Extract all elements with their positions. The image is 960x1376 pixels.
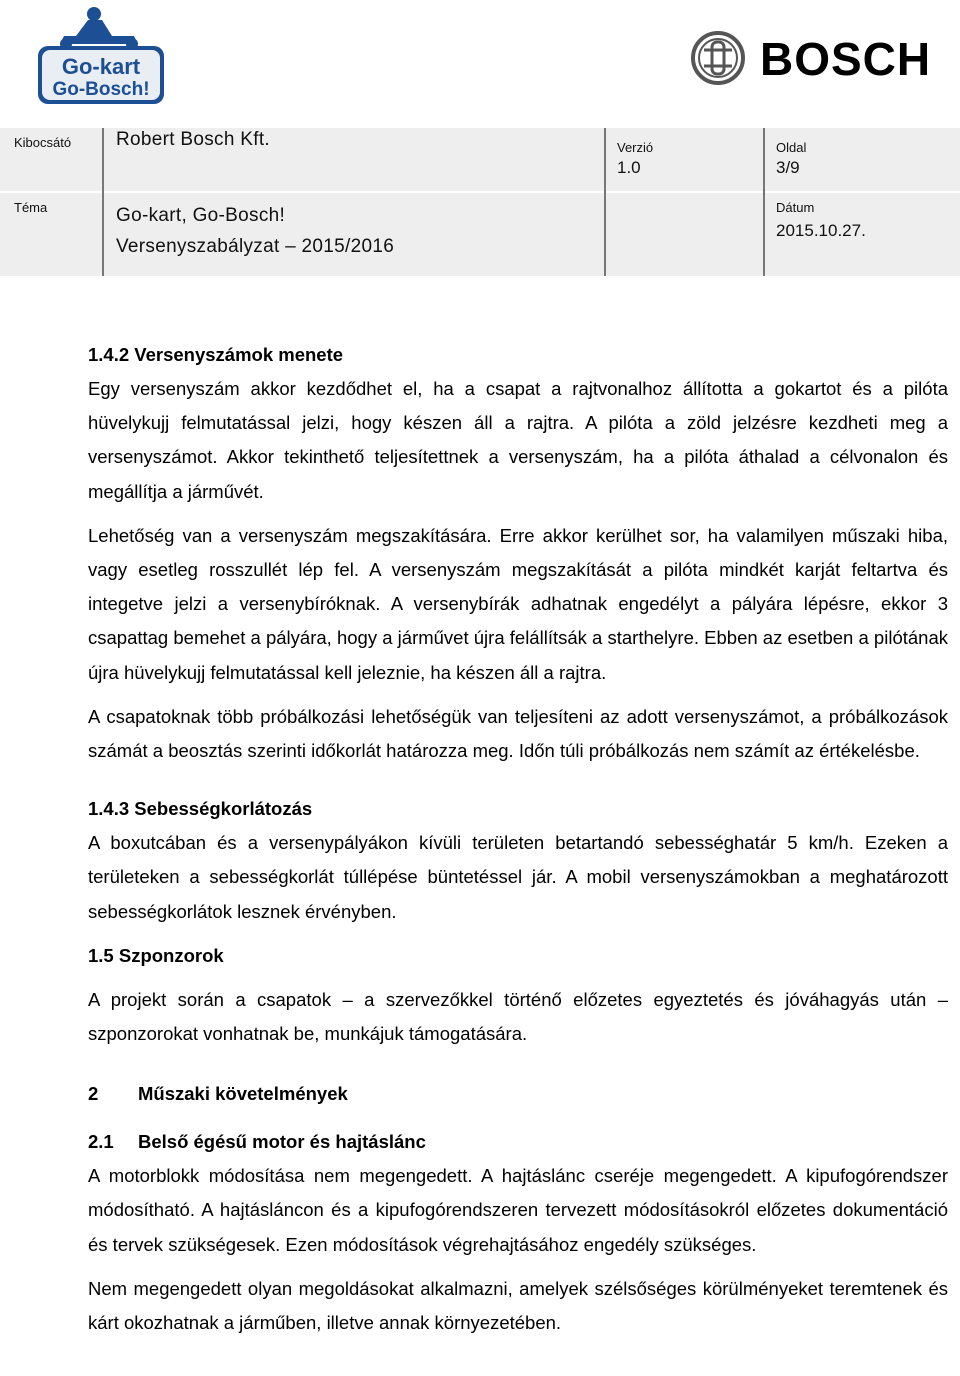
header-col-separator [604,128,606,276]
paragraph: Lehetőség van a versenyszám megszakítására. Erre akkor kerülhet sor, ha valamilyen műszaki hiba, vagy esetleg rosszullét lép fel. A versenyszám megszakítását a pilóta mindkét karját feltartva és integetve jelzi a versenybíróknak. A versenybírák adhatnak engedélyt a pályára lépésre, ekkor 3 csapattag bemehet a pályára, hogy a járművet újra felállítsák a starthelyre. Ebben az esetben a pilótának újra hüvelykujj felmutatással kell jeleznie, ha készen áll a rajtra. [88,524,948,683]
bosch-wordmark: BOSCH [760,33,932,85]
header-col-separator [102,128,104,276]
datum-value: 2015.10.27. [776,221,866,240]
oldal-value: 3/9 [776,158,800,177]
kart-driver-icon [60,7,138,50]
paragraph: A motorblokk módosítása nem megengedett. A hajtáslánc cseréje megengedett. A kipufogórendszer módosítható. A hajtásláncon és a kipufogórendszeren tervezett módosításokról előzetes dokumentáció és tervek szükségesek. Ezen módosítások végrehajtásához engedély szükséges. [88,1165,948,1255]
section-title: Belső égésű motor és hajtáslánc [138,1131,426,1153]
section-number: 2 [88,1083,99,1105]
gokart-logo-line1: Go-kart [61,54,141,79]
verzio-label: Verzió [617,140,654,155]
verzio-value: 1.0 [617,158,641,177]
gokart-logo [36,6,166,106]
section-title: Műszaki követelmények [138,1083,348,1105]
oldal-label: Oldal [776,140,807,155]
tema-label: Téma [14,200,48,215]
paragraph: Egy versenyszám akkor kezdődhet el, ha a csapat a rajtvonalhoz állította a gokartot és a pilóta hüvelykujj felmutatással jelzi, hogy készen áll a rajtra. A pilóta a zöld jelzésre kezdheti meg a versenyszámot. Akkor tekinthető teljesítettnek a versenyszám, ha a pilóta áthalad a célvonalon és megállítja a járművét. [88,378,948,502]
paragraph: A csapatoknak több próbálkozási lehetőségük van teljesíteni az adott versenyszámot, a próbálkozások számát a beosztás szerinti időkorlát határozza meg. Időn túli próbálkozás nem számít az értékelésbe. [88,705,948,762]
datum-label: Dátum [776,200,815,215]
document-body [88,338,948,1340]
section-heading-1-4-3: 1.4.3 Sebességkorlátozás [88,798,313,820]
tema-line1: Go-kart, Go-Bosch! [116,205,286,226]
kibocsato-value: Robert Bosch Kft. [116,129,271,150]
section-heading-1-4-2: 1.4.2 Versenyszámok menete [88,344,344,365]
bosch-armature-icon [690,30,746,86]
header-col-separator [763,128,765,276]
section-heading-2-1 [88,1125,948,1159]
section-heading-1-5: 1.5 Szponzorok [88,944,224,966]
paragraph: A boxutcában és a versenypályákon kívüli területen betartandó sebességhatár 5 km/h. Ezeken a területeken a sebességkorlát túllépése büntetéssel jár. A mobil versenyszámokban a meghatározott sebességkorlátok lesznek érvényben. [88,832,948,922]
section-heading-2 [88,1077,948,1111]
section-number: 2.1 [88,1131,114,1153]
kibocsato-label: Kibocsátó [14,135,72,150]
tema-line2: Versenyszabályzat – 2015/2016 [116,236,395,257]
paragraph: Nem megengedett olyan megoldásokat alkalmazni, amelyek szélsőséges körülményeket teremtenek és kárt okozhatnak a járműben, illetve annak környezetében. [88,1277,948,1334]
paragraph: A projekt során a csapatok – a szervezőkkel történő előzetes egyeztetés és jóváhagyás után – szponzorokat vonhatnak be, munkájuk támogatására. [88,988,948,1045]
bosch-logo [690,30,932,86]
gokart-logo-line2: Go-Bosch! [52,79,150,100]
header-row-divider [0,191,960,193]
